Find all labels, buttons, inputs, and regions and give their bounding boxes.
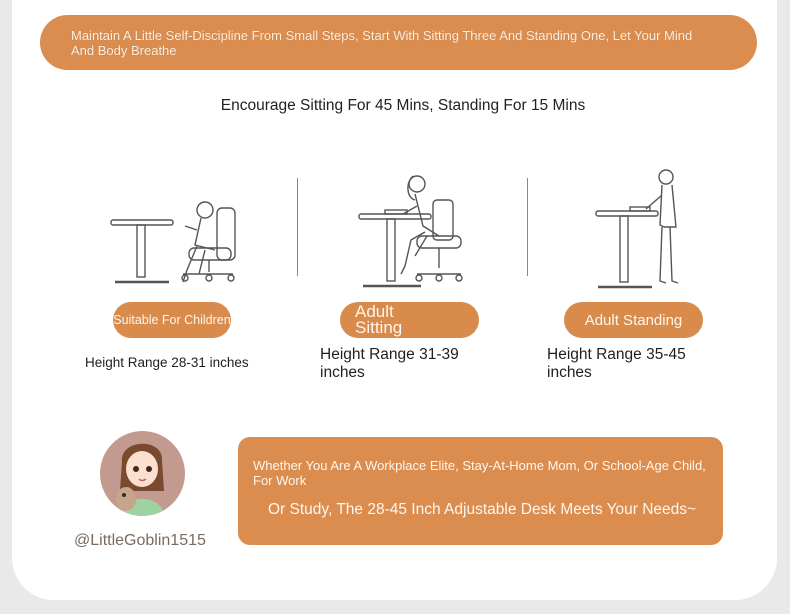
banner-text: Maintain A Little Self-Discipline From Small Steps, Start With Sitting Three And Standing One, Let Your Mind And Body Breathe [71,28,693,58]
children-height-range: Height Range 28-31 inches [85,355,249,370]
top-banner [40,15,757,70]
quote-box [238,437,723,545]
quote-line-1: Whether You Are A Workplace Elite, Stay-At-Home Mom, Or School-Age Child, For Work [253,458,706,488]
divider-left [297,178,298,276]
adult-sitting-badge: Adult Sitting [340,302,479,338]
adult-sitting-illustration [355,170,470,290]
quote-line-2: Or Study, The 28-45 Inch Adjustable Desk Meets Your Needs~ [268,501,697,518]
creator-handle: @LittleGoblin1515 [74,532,206,549]
adult-standing-badge: Adult Standing [564,302,703,338]
adult-sitting-height-range: Height Range 31-39 inches [320,346,459,381]
children-mode-badge: Suitable For Children [113,302,231,338]
child-desk-illustration [105,190,250,290]
avatar [100,431,185,516]
divider-right [527,178,528,276]
adult-standing-height-range: Height Range 35-45 inches [547,346,686,381]
girl-cartoon-icon [100,431,185,516]
headline: Encourage Sitting For 45 Mins, Standing For 15 Mins [220,97,586,114]
adult-standing-illustration [590,165,695,290]
